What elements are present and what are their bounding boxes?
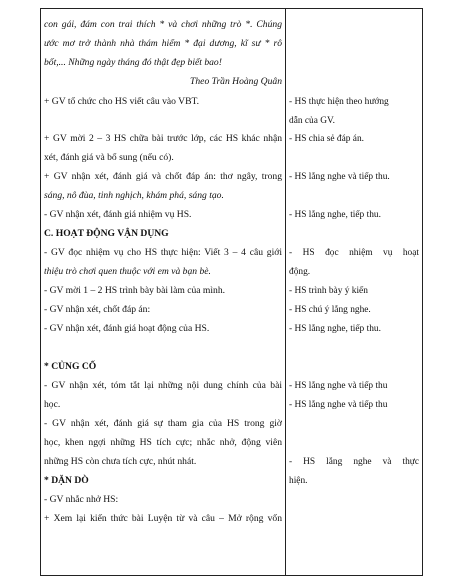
right-column-line: - HS lắng nghe và tiếp thu. (289, 172, 390, 182)
left-column-line: Theo Trần Hoàng Quân (190, 76, 282, 87)
teacher-activities-text (44, 11, 282, 573)
left-column-line: - GV nhận xét, tóm tắt lại những nội dung chính của bài (44, 380, 282, 391)
teacher-activities-cell (41, 9, 286, 576)
right-column-line: - HS trình bày ý kiến (289, 286, 368, 296)
left-column-line: thiệu trò chơi quen thuộc với em và bạn bè. (44, 266, 211, 277)
left-column-line: - GV nhận xét, chốt đáp án: (44, 304, 151, 315)
right-column-line: dẫn của GV. (289, 116, 335, 126)
left-column-line: - GV nhận xét, đánh giá hoạt động của HS. (44, 323, 210, 334)
left-column-line: - GV nhận xét, đánh giá nhiệm vụ HS. (44, 209, 192, 220)
right-column-line: - HS chia sẻ đáp án. (289, 134, 364, 144)
right-column-line: - HS lắng nghe và thực (289, 457, 419, 467)
left-column-line: - GV đọc nhiệm vụ cho HS thực hiện: Viết 3 – 4 câu giới (44, 247, 282, 258)
left-column-line: xét, đánh giá và bổ sung (nếu có). (44, 152, 174, 163)
right-column-line: - HS thực hiện theo hướng (289, 97, 389, 107)
right-column-line: - HS lắng nghe và tiếp thu (289, 381, 388, 391)
right-column-line: - HS đọc nhiệm vụ hoạt (289, 248, 419, 258)
left-column-line: học. (44, 399, 61, 410)
left-column-line: * CỦNG CỐ (44, 361, 97, 372)
left-column-line: bốt,... Những ngày tháng đó thật đẹp biết bao! (44, 57, 222, 68)
right-column-line: - HS chú ý lắng nghe. (289, 305, 371, 315)
right-column-line: - HS lắng nghe, tiếp thu. (289, 210, 381, 220)
left-column-line: + GV mời 2 – 3 HS chữa bài trước lớp, các HS khác nhận (44, 133, 282, 144)
left-column-line: + Xem lại kiến thức bài Luyện từ và câu – Mở rộng vốn (44, 513, 282, 524)
left-column-line: C. HOẠT ĐỘNG VẬN DỤNG (44, 228, 169, 239)
left-column-line: * DẶN DÒ (44, 475, 89, 486)
right-column-line: hiện. (289, 476, 308, 486)
lesson-plan-table (40, 8, 423, 576)
right-column-line: động. (289, 267, 311, 277)
left-column-line: - GV nhận xét, đánh giá sự tham gia của HS trong giờ (44, 418, 282, 429)
left-column-line: sáng, nô đùa, tinh nghịch, khám phá, sáng tạo. (44, 190, 224, 201)
left-column-line: ước mơ trở thành nhà thám hiểm * đại dương, kĩ sư * rô (44, 38, 282, 49)
left-column-line: con gái, đám con trai thích * và chơi những trò *. Chúng (44, 19, 282, 30)
student-activities-cell (286, 9, 423, 576)
left-column-line: + GV nhận xét, đánh giá và chốt đáp án: thơ ngây, trong (44, 171, 282, 182)
student-activities-text (289, 11, 419, 573)
left-column-line: học, khen ngợi những HS tích cực; nhắc nhở, động viên (44, 437, 282, 448)
left-column-line: + GV tổ chức cho HS viết câu vào VBT. (44, 96, 200, 107)
left-column-line: - GV nhắc nhở HS: (44, 494, 119, 505)
right-column-line: - HS lắng nghe, tiếp thu. (289, 324, 381, 334)
left-column-line: - GV mời 1 – 2 HS trình bày bài làm của mình. (44, 285, 226, 296)
lesson-plan-page (40, 8, 420, 576)
right-column-line: - HS lắng nghe và tiếp thu (289, 400, 388, 410)
left-column-line: những HS còn chưa tích cực, nhút nhát. (44, 456, 197, 467)
table-row (41, 9, 423, 576)
